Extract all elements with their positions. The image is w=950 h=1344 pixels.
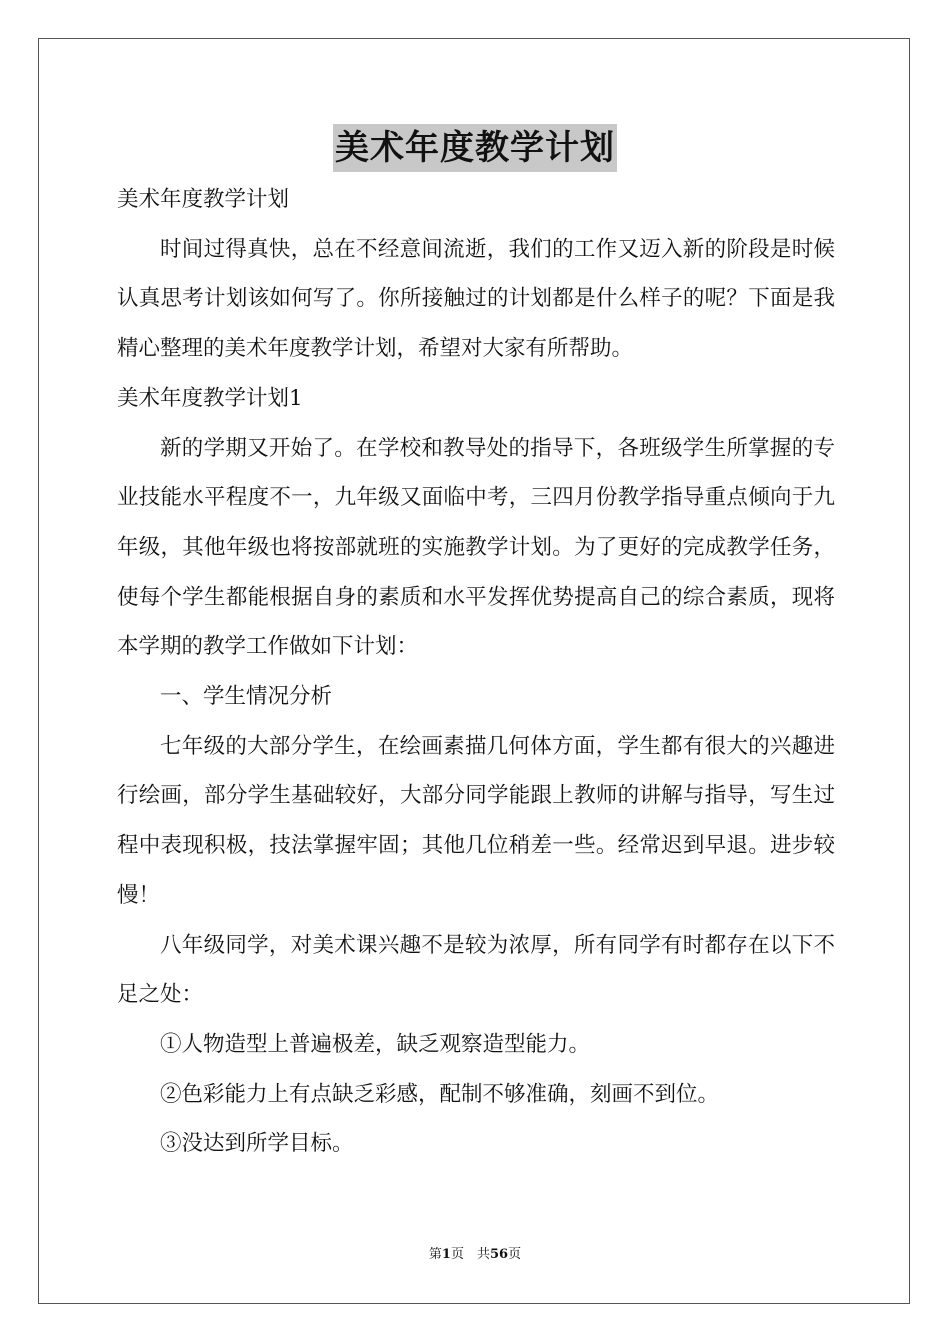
- list-item: ③没达到所学目标。: [160, 1131, 354, 1157]
- page-prefix: 第: [428, 1247, 442, 1262]
- document-title: 美术年度教学计划: [333, 124, 617, 172]
- page-mid: 页 共: [450, 1247, 490, 1262]
- page-current: 1: [441, 1247, 451, 1262]
- section-heading: 一、学生情况分析: [160, 684, 333, 710]
- page-footer: [0, 1245, 950, 1265]
- title-wrap: [0, 124, 950, 172]
- list-item: ①人物造型上普遍极差，缺乏观察造型能力。: [160, 1031, 591, 1057]
- body-paragraph: 七年级的大部分学生，在绘画素描几何体方面，学生都有很大的兴趣进行绘画，部分学生基础较好，大部分同学能跟上教师的讲解与指导，写生过程中表现积极，技法掌握牢固；其他几位稍差一些。经常迟到早退。进步较慢！: [117, 733, 835, 908]
- body-paragraph: 美术年度教学计划: [117, 187, 290, 212]
- body-paragraph: 新的学期又开始了。在学校和教导处的指导下，各班级学生所掌握的专业技能水平程度不一，九年级又面临中考，三四月份教学指导重点倾向于九年级，其他年级也将按部就班的实施教学计划。为了更好的完成教学任务，使每个学生都能根据自身的素质和水平发挥优势提高自己的综合素质，现将本学期的教学工作做如下计划：: [117, 435, 835, 660]
- document-body: [117, 175, 835, 1169]
- page-total: 56: [489, 1247, 509, 1262]
- list-item: ②色彩能力上有点缺乏彩感，配制不够准确，刻画不到位。: [160, 1081, 720, 1107]
- body-paragraph: 时间过得真快，总在不经意间流逝，我们的工作又迈入新的阶段是时候认真思考计划该如何写了。你所接触过的计划都是什么样子的呢？下面是我精心整理的美术年度教学计划，希望对大家有所帮助。: [117, 236, 835, 362]
- section-heading: 美术年度教学计划1: [117, 385, 303, 411]
- page-suffix: 页: [508, 1247, 522, 1262]
- body-paragraph: 八年级同学，对美术课兴趣不是较为浓厚，所有同学有时都存在以下不足之处：: [117, 932, 835, 1008]
